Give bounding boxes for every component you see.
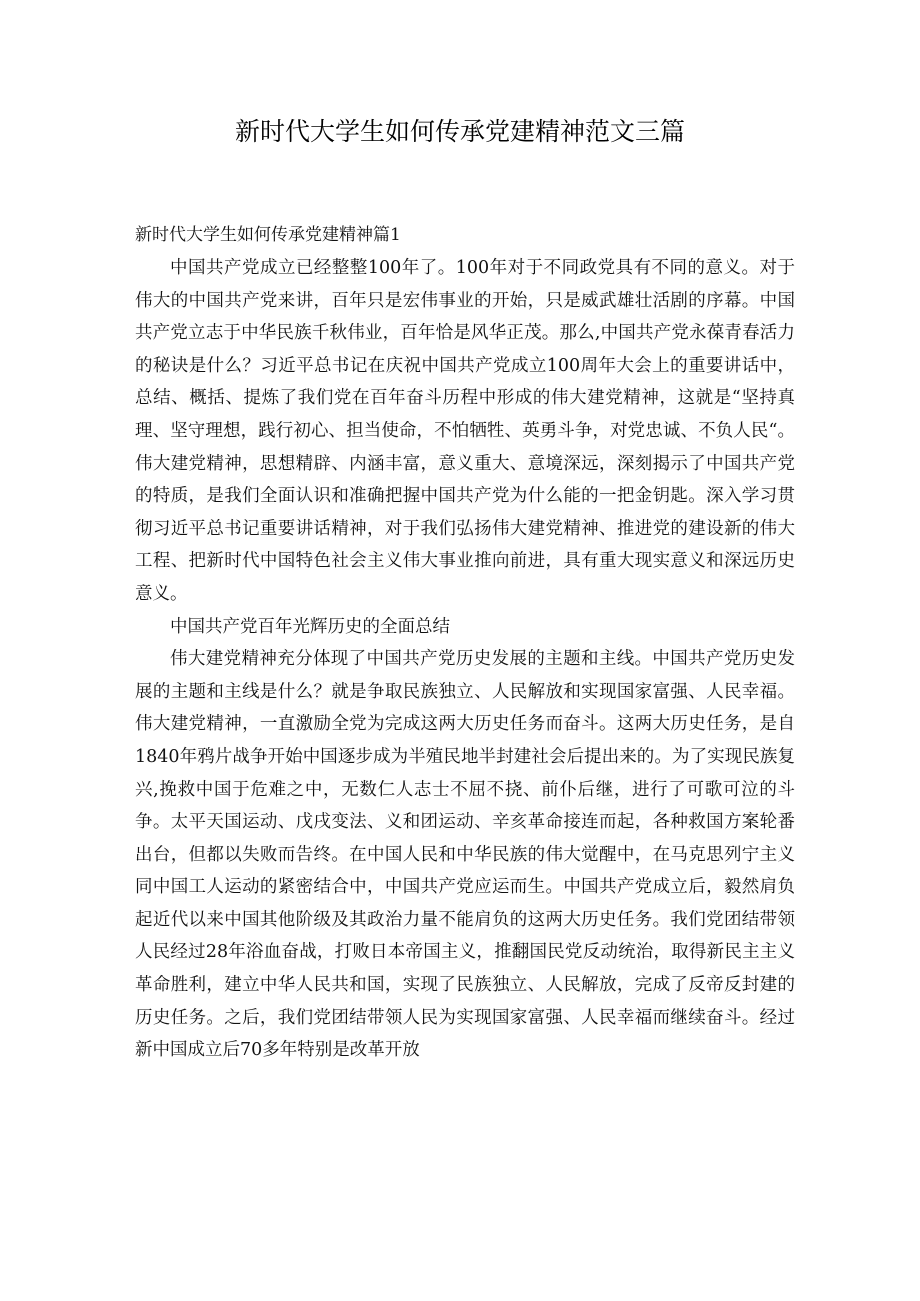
document-body: [135, 252, 795, 1067]
section-heading: 新时代大学生如何传承党建精神篇1: [135, 225, 401, 245]
paragraph-1: 中国共产党成立已经整整100年了。100年对于不同政党具有不同的意义。对于伟大的中国共产党来讲，百年只是宏伟事业的开始，只是威武雄壮活剧的序幕。中国共产党立志于中华民族千秋伟业，百年恰是风华正茂。那么,中国共产党永葆青春活力的秘诀是什么？习近平总书记在庆祝中国共产党成立100周年大会上的重要讲话中，总结、概括、提炼了我们党在百年奋斗历程中形成的伟大建党精神，这就是“坚持真理、坚守理想，践行初心、担当使命，不怕牺牲、英勇斗争，对党忠诚、不负人民“。伟大建党精神，思想精辟、内涵丰富，意义重大、意境深远，深刻揭示了中国共产党的特质，是我们全面认识和准确把握中国共产党为什么能的一把金钥匙。深入学习贯彻习近平总书记重要讲话精神，对于我们弘扬伟大建党精神、推进党的建设新的伟大工程、把新时代中国特色社会主义伟大事业推向前进，具有重大现实意义和深远历史意义。: [135, 258, 795, 604]
subheading: 中国共产党百年光辉历史的全面总结: [170, 616, 450, 637]
paragraph-2: 伟大建党精神充分体现了中国共产党历史发展的主题和主线。中国共产党历史发展的主题和主线是什么？就是争取民族独立、人民解放和实现国家富强、人民幸福。伟大建党精神，一直激励全党为完成这两大历史任务而奋斗。这两大历史任务，是自1840年鸦片战争开始中国逐步成为半殖民地半封建社会后提出来的。为了实现民族复兴,挽救中国于危难之中，无数仁人志士不屈不挠、前仆后继，进行了可歌可泣的斗争。太平天国运动、戊戌变法、义和团运动、辛亥革命接连而起，各种救国方案轮番出台，但都以失败而告终。在中国人民和中华民族的伟大觉醒中，在马克思列宁主义同中国工人运动的紧密结合中，中国共产党应运而生。中国共产党成立后，毅然肩负起近代以来中国其他阶级及其政治力量不能肩负的这两大历史任务。我们党团结带领人民经过28年浴血奋战，打败日本帝国主义，推翻国民党反动统治，取得新民主主义革命胜利，建立中华人民共和国，实现了民族独立、人民解放，完成了反帝反封建的历史任务。之后，我们党团结带领人民为实现国家富强、人民幸福而继续奋斗。经过新中国成立后70多年特别是改革开放: [135, 649, 795, 1061]
document-title: 新时代大学生如何传承党建精神范文三篇: [234, 118, 685, 146]
